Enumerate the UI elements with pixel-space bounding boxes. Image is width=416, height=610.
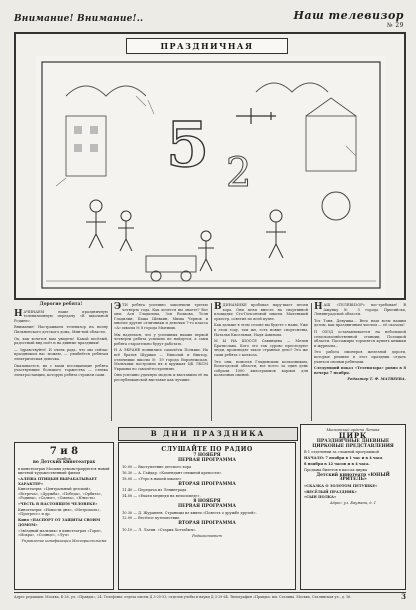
article-paragraph: Мы надеемся, что у успешных наших первой четверти ребята успешно не найдутся, а сами ребята старательно будут работать. [114, 332, 208, 346]
circus-title: ЦИРК [338, 431, 368, 441]
page-footer [14, 592, 406, 607]
article-column-2 [114, 303, 208, 385]
cinema-date: 7 и 8 [49, 446, 79, 457]
circus-line: НАЧАЛО: 7 ноября в 1 час и в 4 часа [304, 456, 383, 461]
footer-imprint: Адрес редакции: Москва, Б-28, ул. «Правды», 24. Телефоны: отдела писем Д 3-25-53, отделов учебы и науки Д 3-29-64. Типография «Правды» им. Сталина. Москва, Сталинская ул., д. 16. [14, 595, 352, 599]
article-paragraph: М Ы НА ШОССЕ Савинцева — Мезин Братислава. Кого это так сурово преследуют люди, производят такое странное дело? Это же сами ребята с колхоза. [214, 339, 308, 357]
article-paragraph: НАШ «ТЕЛЕВИЗОР» вос-требован! В Ажунку № 3 города Присийска, Ленинградской области. [314, 302, 406, 317]
radio-line: 16.30 — А. Гайдар. «Комендант снежной крепости». [122, 470, 223, 475]
radio-date: 7 НОЯБРЯ [193, 453, 221, 458]
masthead-title: Наш телевизор [293, 9, 404, 22]
circus-header: ПРАЗДНИЧНЫЕ ДНЕВНЫЕ ЦИРКОВЫЕ ПРЕДСТАВЛЕНИЯ [312, 439, 394, 449]
radio-footer: Радиокомитет [192, 533, 222, 538]
header-attention: Внимание! Внимание!.. [14, 14, 144, 24]
circus-line: 8 ноября в 12 часов и в 4 часа. [304, 462, 370, 467]
holiday-band: В ДНИ ПРАЗДНИКА [118, 427, 298, 441]
circus-line: Детский кинотеатр «ЮНЫЙ ЗРИТЕЛЬ» [316, 472, 390, 483]
article-paragraph: Как дальше в этом сезоне вы будете с нами, Уже в этом году, там же, есть новые спортсмены, Наталья Кисельная, Надя Аминова. [214, 323, 308, 337]
radio-line: 10.00 — Выступление детского хора [122, 464, 192, 469]
article-paragraph: Это работа пионеров железной дороги, которые решили в этот праздник отдать учиться своими ребятами. [314, 350, 406, 364]
radio-ad [118, 442, 296, 590]
cinema-month: ноября [57, 457, 71, 461]
drop-cap: В [214, 302, 222, 312]
radio-line: 12.00 — Весёлое путешествие. [122, 516, 181, 521]
page-number: 3 [401, 592, 406, 601]
circus-line: В 1 отделении за сложной программой [304, 450, 379, 455]
radio-line: 18.00 — «Утро в нашей школе» [122, 476, 182, 481]
article-column-4 [314, 303, 406, 384]
circus-line: Продажа билетов в кассах цирка [304, 467, 368, 472]
article-paragraph: Это они, помогая Гладинским колхозникам, Вологодской области, вот всего за один день собрали 1000 килограммов кормов для колхозных свиней. [214, 359, 308, 378]
radio-line: 10.10 — Л. Лагин. «Старик Хоттабыч». [122, 527, 197, 532]
cinema-ad [14, 442, 114, 590]
illustration-drawing [36, 56, 386, 296]
svg-text:5: 5 [166, 108, 210, 181]
radio-line: 14.00 — «Ехали медведи на велосипеде». [122, 493, 201, 498]
article-column-1 [14, 303, 108, 379]
radio-program: ВТОРАЯ ПРОГРАММА [178, 521, 236, 527]
cinema-line: в кинотеатрах Москвы демонстрируются новый цветной художественный фильм [18, 466, 110, 476]
column-heading: Дорогие ребята! [39, 302, 83, 307]
cinema-line: «АЛЕША ПТИЦЫН ВЫРАБАТЫВАЕТ ХАРАКТЕР» [18, 477, 98, 486]
radio-line: 10.30 — Д. Журавлев. Страницы из книги «Повесть о дружбе друзей». [122, 510, 257, 515]
article-paragraph: Тот Тоня, Девушка... Весь наш всем вашим делом, как праздничным числом — её сказала! [314, 318, 406, 328]
circus-ad [300, 424, 406, 590]
article-paragraph: П ОЕЗД останавливается на небольшой сельскохозяйственной станции, Полоцкой области. Пассажиры торопятся купить книжки и журналы... [314, 329, 406, 348]
column-divider [311, 303, 312, 421]
circus-line: «СКАЗКА О ЗОЛОТОМ ПЕТУШКЕ» [304, 483, 378, 488]
advertisement-section [14, 424, 406, 592]
column-divider [211, 303, 212, 421]
article-columns [14, 303, 406, 423]
article-paragraph: Внимание! Настраиваем телевизор на волну Пильненского детского дома, Мин-ной области. [14, 325, 108, 334]
article-paragraph: Они успешно удачную модель и выставили её на республиканской выставке как лучшие. [114, 373, 208, 382]
banner-title: ПРАЗДНИЧНАЯ [126, 38, 288, 54]
article-column-3 [214, 303, 308, 380]
article-paragraph: ЭТИ ребята успешно закончили третью четверть года. Как хочется вы знаете? Вот они: Ася Гладилова, Зоя Волкова, Толя Гладилин, Паша Шевкин, Миша Чернов и многие другие отличники и девочки 7-го класса «А» школы № 8 города Мытищи. [114, 302, 208, 330]
header-masthead [294, 9, 404, 29]
drop-cap: Н [14, 308, 23, 319]
circus-footer: Адрес: ул. Баумана, д. 1 [329, 501, 377, 506]
article-paragraph: ВДИНАМИКЕ пробовал нару-шает песни хора. Они пели вместе на спортивной площадке Сто-Гилсоновой школы. Маленький оркестр, осветил по всей кузне. [214, 302, 308, 321]
article-paragraph: НАЧИНАЕМ наше праздничную телевизионную передачу «В школьной Родине». [14, 308, 108, 323]
svg-text:2: 2 [226, 150, 252, 196]
drop-cap: Н [314, 302, 323, 312]
drop-cap: Э [114, 302, 122, 312]
holiday-broadcast-illustration [14, 32, 406, 300]
column-divider [111, 303, 112, 421]
radio-program: ПЕРВАЯ ПРОГРАММА [178, 504, 236, 510]
cinema-line: Кинотеатры: «Новости дня», «Метрополь», «Прогресс» и др. [18, 508, 101, 517]
article-paragraph: — Здравствуйте! И очень рада, что мы сейчас праздником вас можем, — улыбнётся ребятам электрическая девочка. [14, 347, 108, 361]
masthead-number: № 29 [386, 22, 404, 29]
radio-program: ВТОРАЯ ПРОГРАММА [178, 481, 236, 487]
article-paragraph: Ох, как хочется вам увидеть! Какой весёлый, радостный вид поёт и на дивные праздники! [14, 336, 108, 346]
closing-note: Следующий показ «Телевизора» ровно в 8 вечера 7 ноября. [314, 366, 406, 375]
editor-signature: Редактор Т. Ф. МАТВЕЕВА. [347, 377, 406, 382]
cinema-line: Кино «ПАСПОРТ ОТ ЗАЩИТЫ СВОИМ ДОМОМ» [18, 518, 101, 527]
radio-title: СЛУШАЙТЕ ПО РАДИО [161, 446, 253, 453]
circus-line: «ВЕСЁЛЫЙ ПРАЗДНИК» [304, 489, 357, 494]
radio-program: ПЕРВАЯ ПРОГРАММА [178, 458, 236, 464]
circus-top: Московский ордена Ленина [326, 428, 380, 432]
radio-date: 8 НОЯБРЯ [193, 498, 221, 504]
radio-line: 11.40 — Передача из Ленинграда [122, 487, 187, 492]
article-paragraph: Оказывается, их с вами посещающие ребята участвующие большого торжества — стенка электростанции, которую ребята строили сами. [14, 363, 108, 377]
circus-line: «СЫН ПОЛКА» [304, 495, 337, 500]
cinema-line: «Звёздный мальчик» в кинотеатрах «Горн», «Искра», «Солнце», «Луч» [18, 528, 103, 538]
cinema-footer: Управление кинофикации Мосгорисполкома [21, 539, 107, 543]
cinema-line: Кинотеатры: «Центральный детский», «Встреча», «Дружба», «Победа», «Орбита», «Родина», «Салют», «Смена», «Юность» [18, 487, 103, 501]
cinema-line: «ЧЕСТЬ В НАСТОЯЩЕМ ЧЕЛОВЕКЕ» [18, 502, 98, 507]
cinema-header: во Детских кинотеатрах [32, 460, 96, 466]
article-paragraph: Н А ЭКРАНЕ появились самолёты Польши. На всё братья Шурики — Николай и Виктор, отличники школы № 19 города Воронежская. Мальчики построили их в кружках ЦК ЛКСМ Украины по самолётостроению. [114, 348, 208, 371]
